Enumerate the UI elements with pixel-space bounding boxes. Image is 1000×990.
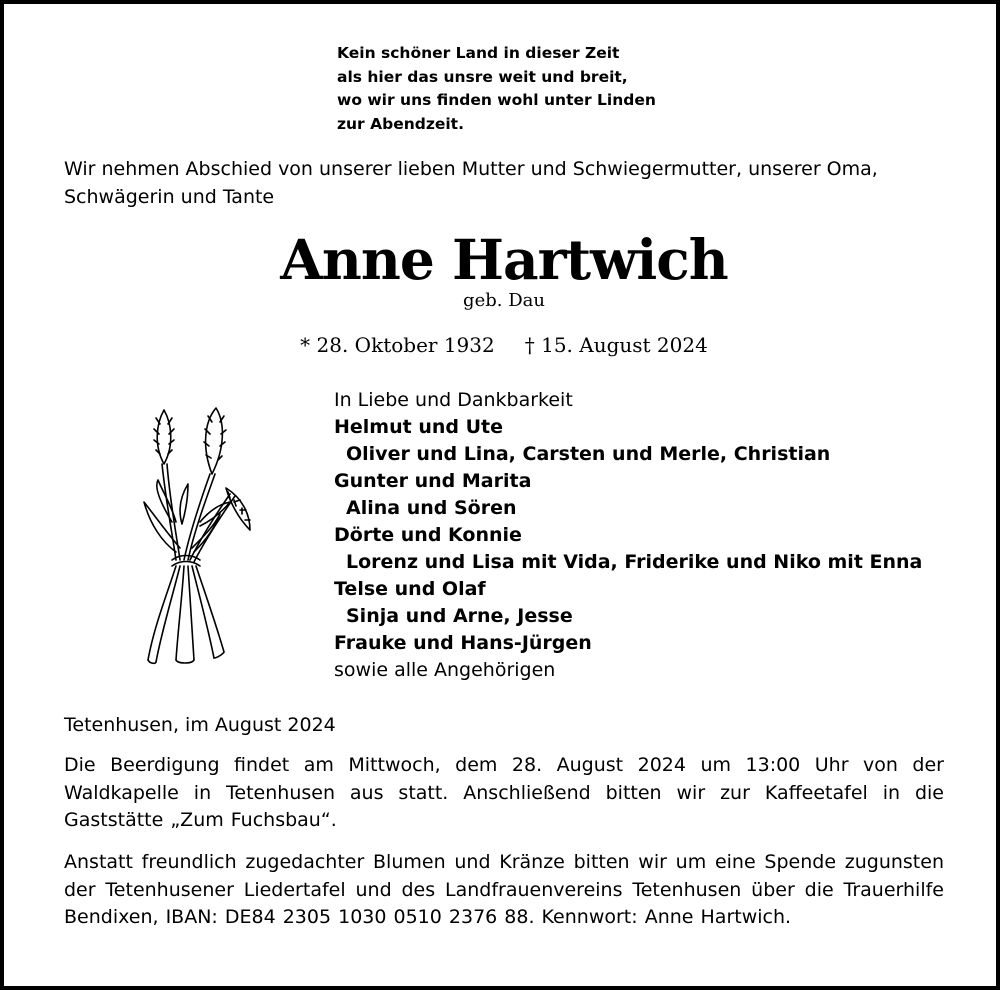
poem-line: zur Abendzeit. xyxy=(337,114,464,133)
family-parents: Frauke und Hans-Jürgen xyxy=(334,632,592,654)
place-date: Tetenhusen, im August 2024 xyxy=(64,714,336,736)
life-dates xyxy=(4,331,1000,359)
deceased-name: Anne Hartwich xyxy=(280,227,728,292)
family-parents: Telse und Olaf xyxy=(334,578,486,600)
family-parents: Dörte und Konnie xyxy=(334,524,522,546)
family-children: Oliver und Lina, Carsten und Merle, Christian xyxy=(346,443,831,465)
poem-verse xyxy=(337,42,656,136)
funeral-info: Die Beerdigung findet am Mittwoch, dem 28. August 2024 um 13:00 Uhr von der Waldkapelle in Tetenhusen aus statt. Anschließend bitten wir zur Kaffeetafel in die Gaststätte „Zum Fuchsbau“. xyxy=(64,754,944,831)
family-children: Alina und Sören xyxy=(346,497,517,519)
family-parents: Gunter und Marita xyxy=(334,470,532,492)
intro-text: Wir nehmen Abschied von unserer lieben Mutter und Schwiegermutter, unserer Oma, Schwägerin und Tante xyxy=(64,158,878,208)
family-children: Sinja und Arne, Jesse xyxy=(346,605,573,627)
poem-line: Kein schöner Land in dieser Zeit xyxy=(337,44,620,62)
donation-info: Anstatt freundlich zugedachter Blumen und Kränze bitten wir um eine Spende zugunsten der Tetenhusener Liedertafel und des Landfrauenvereins Tetenhusen über die Trauerhilfe Bendixen, IBAN: DE84 2305 1030 0510 2376 88. Kennwort: Anne Hartwich. xyxy=(64,851,944,928)
birth-name: geb. Dau xyxy=(463,290,545,311)
family-signatures xyxy=(334,387,922,684)
death-date: † 15. August 2024 xyxy=(524,333,708,357)
family-heading: In Liebe und Dankbarkeit xyxy=(334,389,573,411)
family-children: Lorenz und Lisa mit Vida, Friderike und Niko mit Enna xyxy=(346,551,923,573)
poem-line: wo wir uns finden wohl unter Linden xyxy=(337,91,656,109)
birth-date: * 28. Oktober 1932 xyxy=(300,333,495,357)
poem-line: als hier das unsre weit und breit, xyxy=(337,67,628,86)
family-closing: sowie alle Angehörigen xyxy=(334,659,556,681)
wheat-bundle-icon xyxy=(132,402,268,667)
family-parents: Helmut und Ute xyxy=(334,416,503,438)
